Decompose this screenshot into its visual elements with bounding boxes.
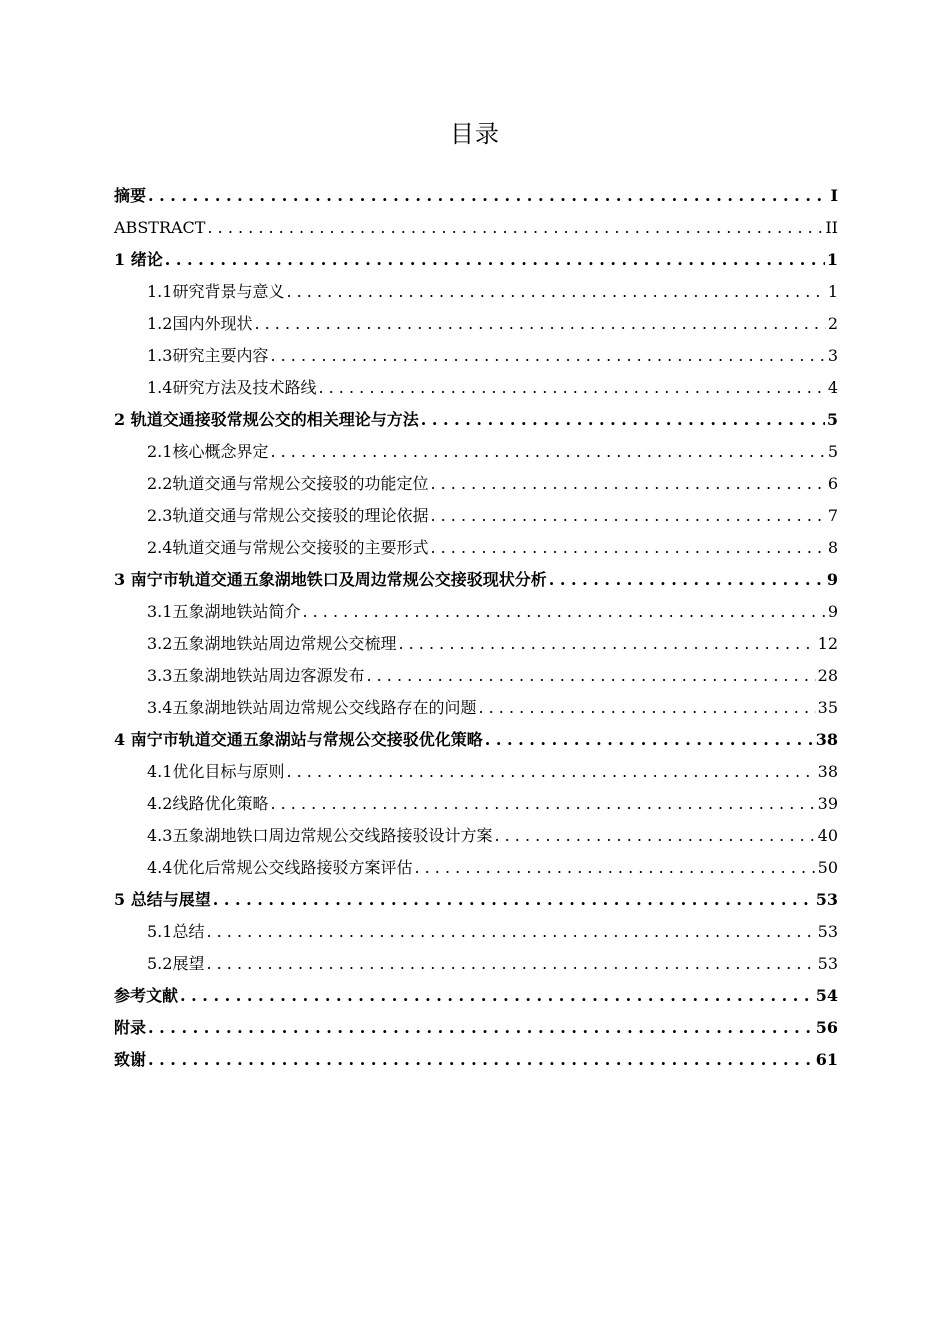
toc-entry-page: 1 (827, 282, 838, 301)
toc-entry-page: 54 (815, 986, 838, 1005)
toc-entry-page: 1 (826, 250, 838, 269)
toc-entry[interactable] (114, 436, 838, 468)
toc-entry-page: 8 (827, 538, 838, 557)
toc-entry-label: 参考文献 (114, 986, 179, 1005)
toc-entry-page: 7 (827, 506, 838, 525)
toc-entry-page: 9 (826, 570, 838, 589)
toc-entry-label: 2.3轨道交通与常规公交接驳的理论依据 (147, 506, 429, 525)
toc-entry[interactable] (114, 212, 838, 244)
toc-entry-label: 4.4优化后常规公交线路接驳方案评估 (147, 858, 413, 877)
toc-entry-label: 2.4轨道交通与常规公交接驳的主要形式 (147, 538, 429, 557)
dot-leader (549, 564, 825, 596)
toc-entry-label: 5.1总结 (147, 922, 205, 941)
toc-entry-label: 2 轨道交通接驳常规公交的相关理论与方法 (114, 410, 419, 429)
toc-entry[interactable] (114, 564, 838, 596)
dot-leader (485, 724, 814, 756)
toc-entry[interactable] (114, 756, 838, 788)
toc-entry[interactable] (114, 628, 838, 660)
dot-leader (398, 628, 815, 660)
dot-leader (270, 340, 825, 372)
toc-entry-label: ABSTRACT (114, 218, 206, 237)
toc-entry-page: 28 (817, 666, 838, 685)
toc-entry[interactable] (114, 596, 838, 628)
toc-entry[interactable] (114, 980, 838, 1012)
toc-entry-page: 39 (817, 794, 838, 813)
toc-entry-page: 35 (817, 698, 838, 717)
toc-entry[interactable] (114, 308, 838, 340)
dot-leader (430, 500, 825, 532)
toc-entry-label: 3.4五象湖地铁站周边常规公交线路存在的问题 (147, 698, 477, 717)
toc-entry[interactable] (114, 1044, 838, 1076)
toc-entry-label: 5 总结与展望 (114, 890, 211, 909)
toc-entry[interactable] (114, 244, 838, 276)
dot-leader (430, 468, 825, 500)
dot-leader (206, 916, 815, 948)
dot-leader (430, 532, 825, 564)
dot-leader (180, 980, 814, 1012)
toc-entry-label: 4.1优化目标与原则 (147, 762, 285, 781)
toc-entry-label: 1.4研究方法及技术路线 (147, 378, 317, 397)
toc-entry-page: 5 (826, 410, 838, 429)
dot-leader (414, 852, 815, 884)
toc-entry[interactable] (114, 340, 838, 372)
toc-entry-page: 53 (817, 922, 838, 941)
dot-leader (302, 596, 825, 628)
table-of-contents (114, 180, 838, 1076)
toc-entry[interactable] (114, 660, 838, 692)
dot-leader (494, 820, 815, 852)
toc-entry[interactable] (114, 372, 838, 404)
toc-entry-page: 50 (817, 858, 838, 877)
dot-leader (148, 180, 829, 212)
toc-entry[interactable] (114, 852, 838, 884)
toc-entry[interactable] (114, 404, 838, 436)
toc-entry-label: 2.1核心概念界定 (147, 442, 269, 461)
toc-entry-page: 2 (827, 314, 838, 333)
toc-entry-label: 4.3五象湖地铁口周边常规公交线路接驳设计方案 (147, 826, 493, 845)
toc-entry-page: 5 (827, 442, 838, 461)
toc-entry-label: 1.2国内外现状 (147, 314, 253, 333)
toc-entry-label: 附录 (114, 1018, 147, 1037)
toc-entry-page: 38 (815, 730, 838, 749)
toc-entry-label: 3.3五象湖地铁站周边客源发布 (147, 666, 365, 685)
toc-entry[interactable] (114, 180, 838, 212)
toc-entry-page: 6 (827, 474, 838, 493)
dot-leader (318, 372, 825, 404)
dot-leader (254, 308, 825, 340)
dot-leader (270, 788, 815, 820)
dot-leader (478, 692, 815, 724)
toc-entry[interactable] (114, 532, 838, 564)
toc-entry-page: 40 (817, 826, 838, 845)
toc-entry-label: 1.3研究主要内容 (147, 346, 269, 365)
toc-entry-page: 38 (817, 762, 838, 781)
page-title: 目录 (450, 120, 500, 148)
toc-entry[interactable] (114, 692, 838, 724)
toc-entry-page: 4 (827, 378, 838, 397)
toc-entry-page: 53 (815, 890, 838, 909)
dot-leader (148, 1012, 814, 1044)
toc-entry[interactable] (114, 500, 838, 532)
toc-entry-label: 3.2五象湖地铁站周边常规公交梳理 (147, 634, 397, 653)
toc-entry-page: I (830, 186, 838, 205)
toc-entry[interactable] (114, 1012, 838, 1044)
dot-leader (207, 212, 823, 244)
toc-entry-label: 摘要 (114, 186, 147, 205)
toc-entry-page: 53 (817, 954, 838, 973)
toc-entry-page: 12 (817, 634, 838, 653)
toc-entry[interactable] (114, 724, 838, 756)
toc-entry-label: 5.2展望 (147, 954, 205, 973)
toc-entry-label: 4 南宁市轨道交通五象湖站与常规公交接驳优化策略 (114, 730, 483, 749)
toc-entry-page: 61 (815, 1050, 838, 1069)
dot-leader (286, 756, 815, 788)
toc-entry-label: 4.2线路优化策略 (147, 794, 269, 813)
dot-leader (148, 1044, 814, 1076)
toc-entry-page: 9 (827, 602, 838, 621)
toc-entry-label: 3.1五象湖地铁站简介 (147, 602, 301, 621)
dot-leader (366, 660, 815, 692)
toc-entry[interactable] (114, 468, 838, 500)
toc-entry[interactable] (114, 884, 838, 916)
toc-entry[interactable] (114, 788, 838, 820)
toc-entry[interactable] (114, 276, 838, 308)
toc-entry-label: 1.1研究背景与意义 (147, 282, 285, 301)
dot-leader (286, 276, 825, 308)
toc-entry-page: 3 (827, 346, 838, 365)
dot-leader (165, 244, 825, 276)
toc-entry[interactable] (114, 916, 838, 948)
toc-entry-page: 56 (815, 1018, 838, 1037)
toc-entry-page: II (825, 218, 838, 237)
toc-entry[interactable] (114, 948, 838, 980)
toc-entry-label: 致谢 (114, 1050, 147, 1069)
toc-entry-label: 1 绪论 (114, 250, 163, 269)
dot-leader (421, 404, 825, 436)
dot-leader (270, 436, 825, 468)
toc-entry[interactable] (114, 820, 838, 852)
toc-entry-label: 2.2轨道交通与常规公交接驳的功能定位 (147, 474, 429, 493)
toc-entry-label: 3 南宁市轨道交通五象湖地铁口及周边常规公交接驳现状分析 (114, 570, 547, 589)
dot-leader (206, 948, 815, 980)
dot-leader (213, 884, 814, 916)
